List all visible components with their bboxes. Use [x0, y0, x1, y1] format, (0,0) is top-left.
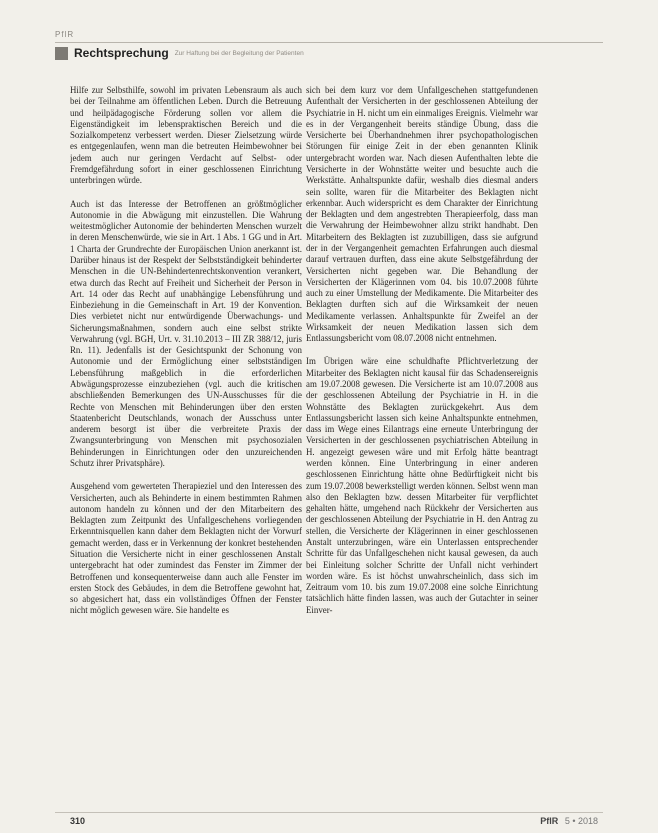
paragraph: Auch ist das Interesse der Betroffenen an größtmöglicher Autonomie in die Abwägung mit einzustellen. Die Wahrung weitestmöglicher Autonomie der behinderten Menschen wurzelt in deren Menschenwürde, wie sie in Art. 1 Abs. 1 GG und in Art. 1 Charta der Grundrechte der Europäischen Union anerkannt ist. Darüber hinaus ist der Respekt der Selbstständigkeit behinderter Menschen in die UN-Behindertenrechtskonvention verankert, etwa durch das Recht auf Freiheit und Sicherheit der Person in Art. 14 oder das Recht auf unabhängige Lebensführung und Einbeziehung in die Gemeinschaft in Art. 19 der Konvention. Dies verbietet nicht nur entwürdigende Überwachungs- und Sicherungsmaßnahmen, sondern auch eine selbst strikte Verwahrung (vgl. BGH, Urt. v. 31.10.2013 – III ZR 388/12, juris Rn. 11). Jedenfalls ist der Gesichtspunkt der Schonung von Autonomie und der Ermöglichung einer selbstständigen Lebensführung maßgeblich in die erforderlichen Abwägungsprozesse einzubeziehen (vgl. auch die kritischen abschließenden Bemerkungen des UN-Ausschusses für die Rechte von Menschen mit Behinderungen über den ersten Staatenbericht Deutschlands, wonach der Ausschuss unter anderem besorgt ist über die verbreitete Praxis der Zwangsunterbringung von Menschen mit psychosozialen Behinderungen in Einrichtungen oder den unzureichenden Schutz ihrer Privatsphäre).	[70, 198, 302, 468]
footer-rule	[55, 812, 603, 813]
section-title: Rechtsprechung	[74, 46, 169, 60]
left-column	[70, 85, 302, 805]
footer-issue: 5 • 2018	[564, 816, 598, 826]
section-subtitle: Zur Haftung bei der Begleitung der Patienten	[174, 49, 304, 57]
page-number: 310	[70, 816, 86, 826]
paragraph: Ausgehend vom gewerteten Therapieziel und den Interessen des Versicherten, auch als Behinderte in einem bestimmten Rahmen autonom handeln zu können und der den Mitarbeitern des Beklagten zum Zeitpunkt des Unfallgeschehens vorliegenden Erkenntnisquellen kann daher dem Beklagten nicht der Vorwurf gemacht werden, dass er in Verkennung der konkret bestehenden Situation die Versicherte nicht in einer geschlossenen Anstalt untergebracht hat oder zumindest das Fenster im Zimmer der Betroffenen und konsequenterweise dann auch alle Fenster im ersten Stock des Gebäudes, in dem die Betroffene gewohnt hat, so abgesichert hat, dass ein vollständiges Öffnen der Fenster nicht möglich gewesen wäre. Sie handelte es	[70, 481, 302, 616]
right-column	[306, 85, 538, 805]
footer-journal: PflR	[540, 816, 559, 826]
header-rule	[55, 42, 603, 43]
footer-journal-info	[540, 816, 598, 826]
paragraph: sich bei dem kurz vor dem Unfallgeschehen stattgefundenen Aufenthalt der Versicherten in der geschlossenen Abteilung der Psychiatrie in H. nicht um ein einmaliges Ereignis. Vielmehr war es in der Vergangenheit bereits ständige Übung, dass die Versicherte bei Überhandnehmen ihrer psychopathologischen Störungen für einige Zeit in der eben genannten Klinik untergebracht worden war. Nach diesen Aufenthalten lebte die Versicherte in der Wohnstätte weiter und besuchte auch die Werkstätte. Anhaltspunkte dafür, weshalb dies diesmal anders sein sollte, waren für die Mitarbeiter des Beklagten nicht erkennbar. Auch widerspricht es dem Charakter der Einrichtung der Beklagten und dem angestrebten Therapieerfolg, dass man die Verwahrung der Heimbewohner allzu strikt handhabt. Den Mitarbeitern des Beklagten ist zuzubilligen, dass sie aufgrund der in der Vergangenheit gemachten Erfahrungen auch diesmal darauf vertrauen durften, dass eine akute Selbstgefährdung der Versicherten nicht gegeben war. Die Behandlung der Versicherten der Klägerinnen vom 04. bis 10.07.2008 führte auch zu einer Umstellung der Medikamente. Die Mitarbeiter des Beklagten durften sich auf die Wirksamkeit der neuen Medikamente verlassen. Anhaltspunkte für Zweifel an der Wirksamkeit der neuen Medikation lassen sich dem Entlassungsbericht vom 08.07.2008 nicht entnehmen.	[306, 85, 538, 344]
paragraph: Im Übrigen wäre eine schuldhafte Pflichtverletzung der Mitarbeiter des Beklagten nicht kausal für das Schadensereignis am 19.07.2008 gewesen. Die Versicherte ist am 10.07.2008 aus der geschlossenen Abteilung der Psychiatrie in H. in die Wohnstätte des Beklagten zurückgekehrt. Aus dem Entlassungsbericht lassen sich keine Anhaltspunkte entnehmen, dass im Wege eines Eilantrags eine erneute Unterbringung der Versicherten in der geschlossenen psychiatrischen Abteilung in H. angezeigt gewesen wäre und mit Erfolg hätte beantragt werden können. Eine Unterbringung in einer anderen geschlossenen Einrichtung hätte ohne Bedürftigkeit nicht bis zum 19.07.2008 bewerkstelligt werden können. Selbst wenn man also den Beklagten bzw. dessen Mitarbeiter für verpflichtet gehalten hätte, umgehend nach Rückkehr der Versicherten aus der geschlossenen Abteilung der Psychiatrie in H. den Antrag zu stellen, die Versicherte der Klägerinnen in einer geschlossenen Anstalt unterzubringen, wäre ein Unterlassen entsprechender Schritte für das Unfallgeschehen nicht kausal gewesen, da auch bei Einleitung solcher Schritte der Unfall nicht verhindert worden wäre. Es ist höchst unwahrscheinlich, dass sich im Zeitraum vom 10. bis zum 19.07.2008 eine solche Einrichtung tatsächlich hätte finden lassen, was auch der Gutachter in seiner Einver-	[306, 356, 538, 615]
section-marker-icon	[55, 47, 68, 60]
paragraph: Hilfe zur Selbsthilfe, sowohl im privaten Lebensraum als auch bei der Teilnahme am öffentlichen Leben. Durch die Betreuung und heilpädagogische Förderung sollen vor allem die Eigenständigkeit im lebenspraktischen Bereich und die Sozialkompetenz verbessert werden. Dieser Zielsetzung würde es entgegenlaufen, wenn man die betreuten Heimbewohner bei jedem auch nur geringen Verdacht auf Selbst- oder Fremdgefährdung sofort in einer geschlossenen Einrichtung unterbringen würde.	[70, 85, 302, 186]
section-header	[55, 45, 304, 61]
journal-tag: PflR	[55, 30, 75, 39]
